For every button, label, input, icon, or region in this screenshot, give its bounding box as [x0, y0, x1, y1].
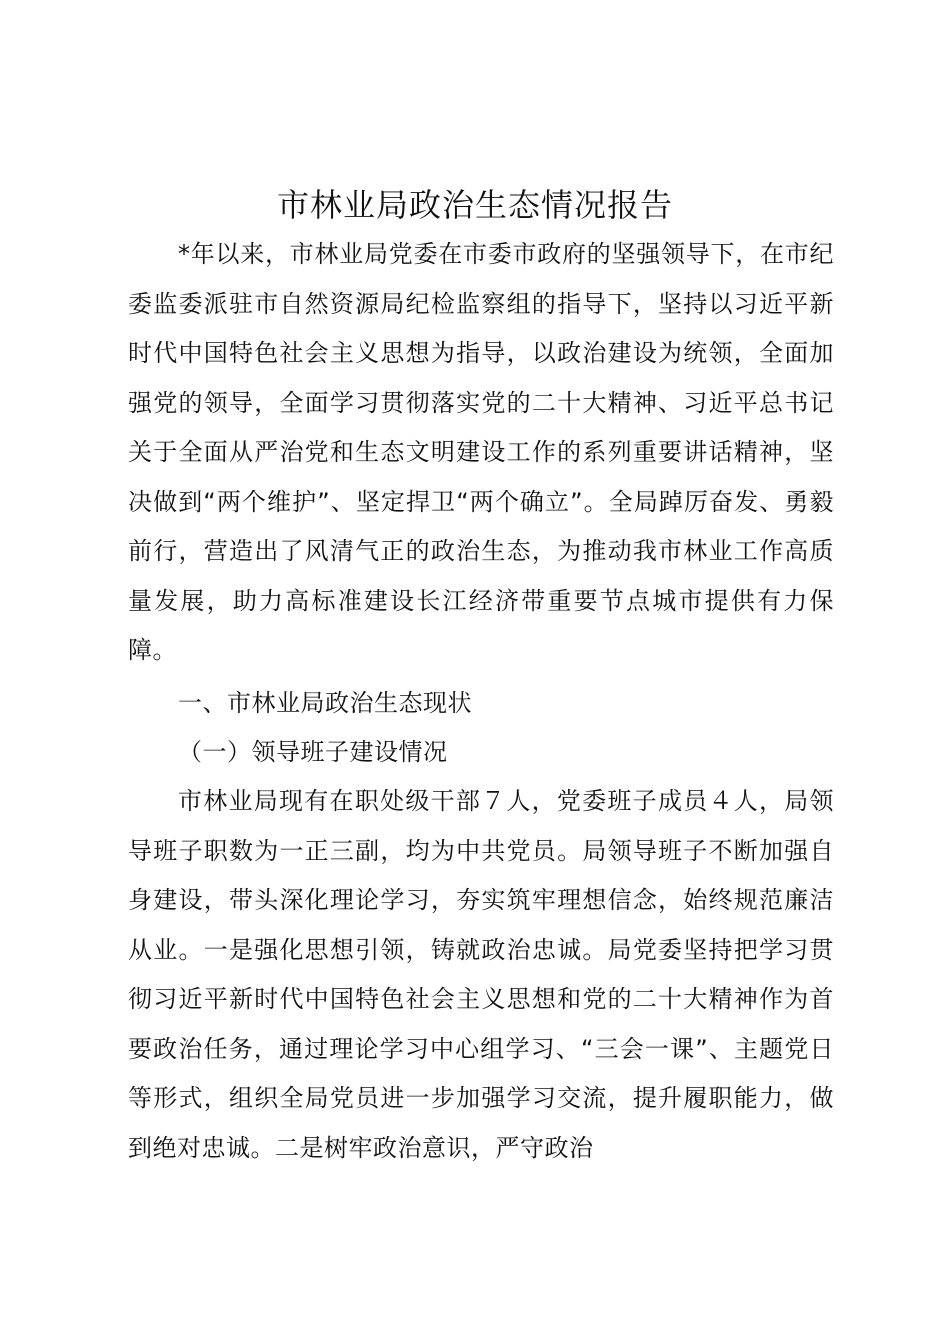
subsection-heading: （一）领导班子建设情况 [178, 738, 448, 766]
intro-paragraph: *年以来，市林业局党委在市委市政府的坚强领导下，在市纪委监委派驻市自然资源局纪检监察组的指导下，坚持以习近平新时代中国特色社会主义思想为指导，以政治建设为统领，全面加强党的领导，全面学习贯彻落实党的二十大精神、习近平总书记关于全面从严治党和生态文明建设工作的系列重要讲话精神，坚决做到“两个维护”、坚定捍卫“两个确立”。全局踔厉奋发、勇毅前行，营造出了风清气正的政治生态，为推动我市林业工作高质量发展，助力高标准建设长江经济带重要节点城市提供有力保障。 [128, 240, 834, 664]
document-title: 市林业局政治生态情况报告 [276, 186, 673, 224]
body-paragraph: 市林业局现有在职处级干部７人，党委班子成员４人，局领导班子职数为一正三副，均为中共党员。局领导班子不断加强自身建设，带头深化理论学习，夯实筑牢理想信念，始终规范廉洁从业。一是强化思想引领，铸就政治忠诚。局党委坚持把学习贯彻习近平新时代中国特色社会主义思想和党的二十大精神作为首要政治任务，通过理论学习中心组学习、“三会一课”、主题党日等形式，组织全局党员进一步加强学习交流，提升履职能力，做到绝对忠诚。二是树牢政治意识，严守政治 [128, 787, 834, 1162]
section-heading: 一、市林业局政治生态现状 [178, 689, 472, 717]
